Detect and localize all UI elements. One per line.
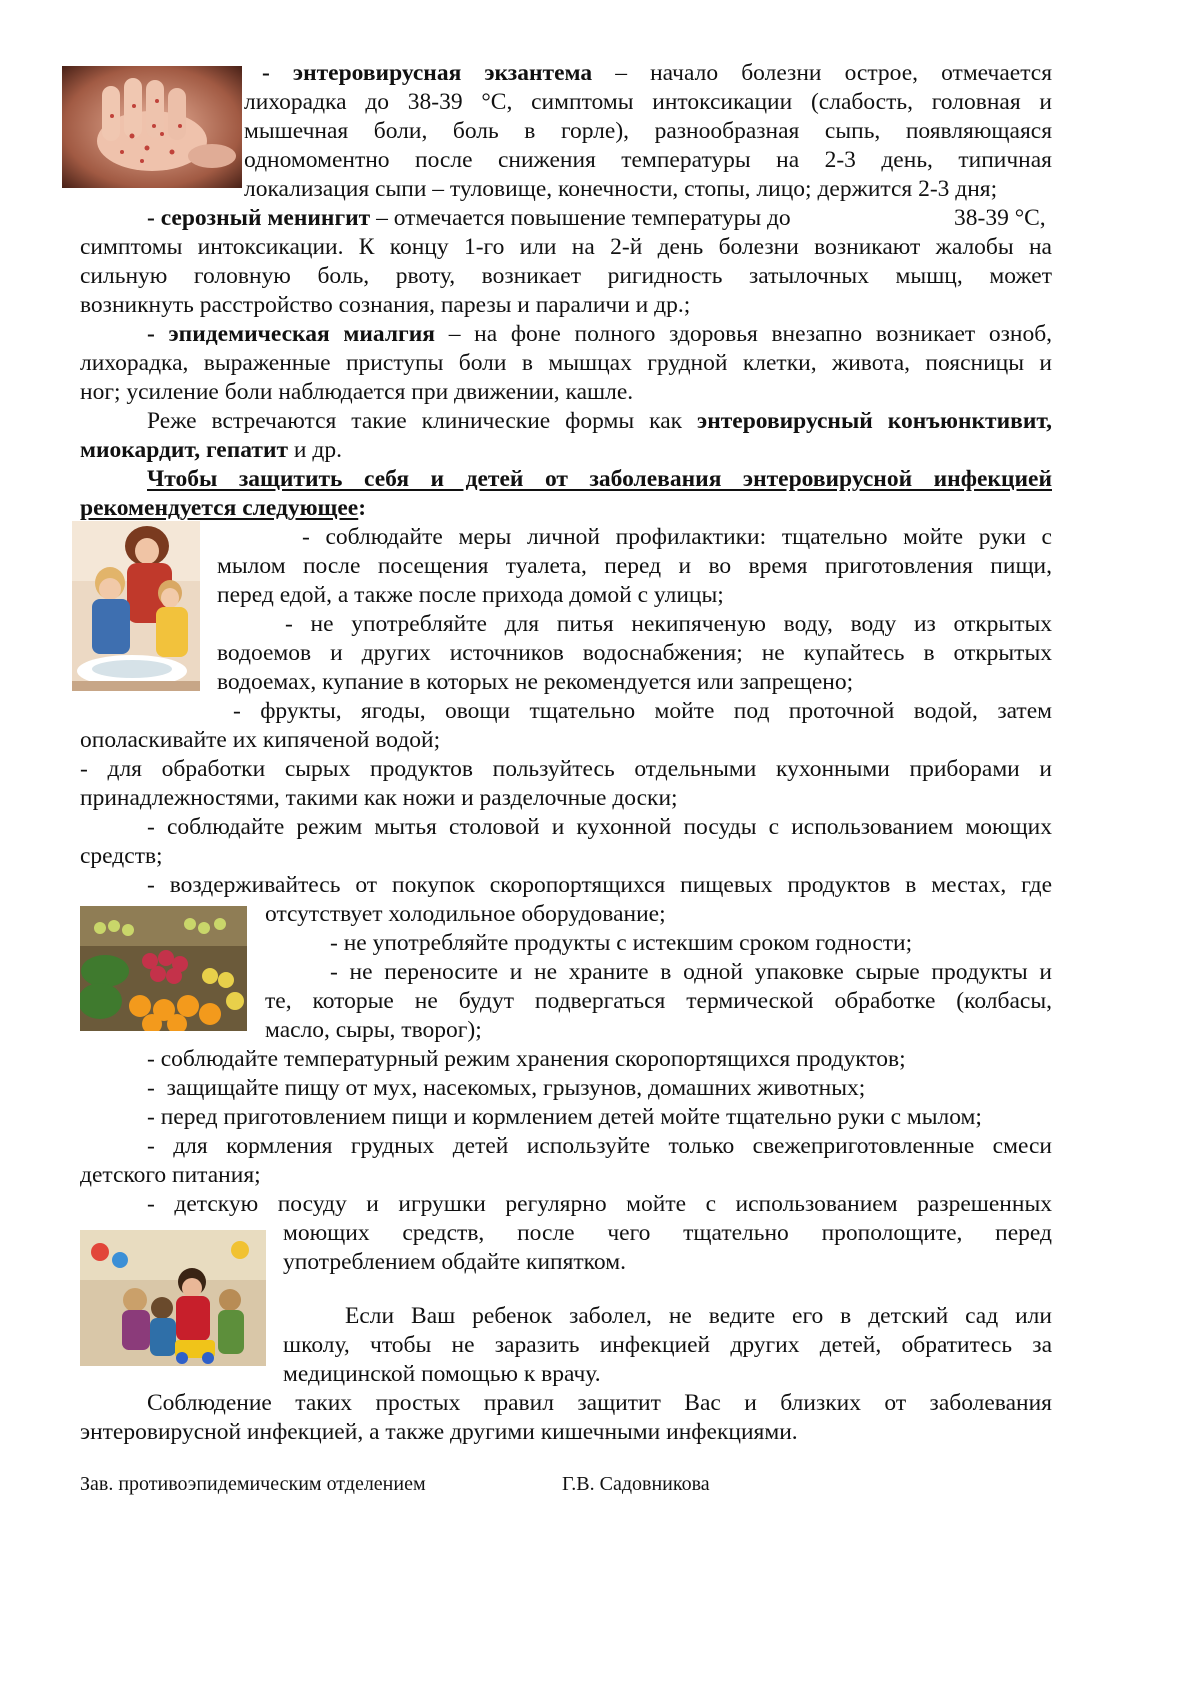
rec-4-line-1: - для обработки сырых продуктов пользуйтесь отдельными кухонными приборами и (80, 756, 1052, 782)
rec-4-line-2: принадлежностями, такими как ножи и разделочные доски; (80, 785, 678, 811)
rec-7-line-1: - не употребляйте продукты с истекшим сроком годности; (330, 930, 913, 956)
rec-11-line-1: - перед приготовлением пищи и кормлением детей мойте тщательно руки с мылом; (147, 1104, 982, 1130)
kindergarten-children-photo (80, 1230, 266, 1366)
rec-6-line-2: отсутствует холодильное оборудование; (265, 901, 666, 927)
rec-1-line-3: перед едой, а также после прихода домой с улицы; (217, 582, 724, 608)
signature-position: Зав. противоэпидемическим отделением (80, 1473, 426, 1495)
meningitis-line-2: симптомы интоксикации. К концу 1-го или на 2-й день болезни возникают жалобы на (80, 234, 1052, 260)
handwashing-children-photo (72, 521, 200, 691)
exanthema-line-3: мышечная боли, боль в горле), разнообразная сыпь, появляющаяся (244, 118, 1052, 144)
rec-9-line-1: - соблюдайте температурный режим хранения скоропортящихся продуктов; (147, 1046, 906, 1072)
rec-13-line-2: моющих средств, после чего тщательно прополощите, перед (283, 1220, 1052, 1246)
rec-12-line-2: детского питания; (80, 1162, 261, 1188)
market-produce-photo (80, 906, 247, 1031)
rare-forms-line-2: миокардит, гепатит и др. (80, 437, 342, 463)
rec-8-line-1: - не переносите и не храните в одной упаковке сырые продукты и (330, 959, 1052, 985)
rec-6-line-1: - воздерживайтесь от покупок скоропортящихся пищевых продуктов в местах, где (147, 872, 1052, 898)
sick-child-line-2: школу, чтобы не заразить инфекцией других детей, обратитесь за (283, 1332, 1052, 1358)
rec-8-line-2: те, которые не будут подвергаться термической обработке (колбасы, (265, 988, 1052, 1014)
meningitis-line-3: сильную головную боль, рвоту, возникает ригидность затылочных мышц, может (80, 263, 1052, 289)
rec-1-line-1: - соблюдайте меры личной профилактики: тщательно мойте руки с (302, 524, 1052, 550)
rash-hand-photo (62, 66, 242, 188)
myalgia-line-1: - эпидемическая миалгия – на фоне полного здоровья внезапно возникает озноб, (147, 321, 1053, 347)
myalgia-line-3: ног; усиление боли наблюдается при движении, кашле. (80, 379, 634, 405)
recommendations-heading-line-1: Чтобы защитить себя и детей от заболевания энтеровирусной инфекцией (147, 466, 1052, 492)
meningitis-temp: 38-39 °С, (954, 205, 1046, 231)
exanthema-line-2: лихорадка до 38-39 °С, симптомы интоксикации (слабость, головная и (244, 89, 1052, 115)
rec-5-line-1: - соблюдайте режим мытья столовой и кухонной посуды с использованием моющих (147, 814, 1052, 840)
meningitis-line-4: возникнуть расстройство сознания, парезы и параличи и др.; (80, 292, 691, 318)
signature-name: Г.В. Садовникова (562, 1473, 710, 1495)
final-line-2: энтеровирусной инфекцией, а также другими кишечными инфекциями. (80, 1419, 798, 1445)
rec-13-line-3: употреблением обдайте кипятком. (283, 1249, 626, 1275)
rec-2-line-3: водоемах, купание в которых не рекомендуется или запрещено; (217, 669, 854, 695)
rec-12-line-1: - для кормления грудных детей используйте только свежеприготовленные смеси (147, 1133, 1052, 1159)
exanthema-term: - энтеровирусная экзантема (262, 60, 593, 86)
final-line-1: Соблюдение таких простых правил защитит Вас и близких от заболевания (147, 1390, 1052, 1416)
meningitis-line-1: - серозный менингит – отмечается повышение температуры до (147, 205, 791, 231)
exanthema-line-4: одномоментно после снижения температуры на 2-3 день, типичная (244, 147, 1052, 173)
myalgia-term: - эпидемическая миалгия (147, 321, 435, 347)
rec-3-line-1: - фрукты, ягоды, овощи тщательно мойте под проточной водой, затем (233, 698, 1052, 724)
rec-2-line-2: водоемов и других источников водоснабжения; не купайтесь в открытых (217, 640, 1052, 666)
rec-10-line-1: - защищайте пищу от мух, насекомых, грызунов, домашних животных; (147, 1075, 866, 1101)
sick-child-line-3: медицинской помощью к врачу. (283, 1361, 601, 1387)
exanthema-line-1: - энтеровирусная экзантема – начало болезни острое, отмечается (262, 60, 1053, 86)
rec-8-line-3: масло, сыры, творог); (265, 1017, 482, 1043)
exanthema-line-5: локализация сыпи – туловище, конечности, стопы, лицо; держится 2-3 дня; (244, 176, 998, 202)
recommendations-heading-line-2: рекомендуется следующее: (80, 495, 367, 521)
rec-1-line-2: мылом после посещения туалета, перед и во время приготовления пищи, (217, 553, 1052, 579)
rec-5-line-2: средств; (80, 843, 163, 869)
rare-forms-line-1: Реже встречаются такие клинические формы как энтеровирусный конъюнктивит, (147, 408, 1053, 434)
sick-child-line-1: Если Ваш ребенок заболел, не ведите его в детский сад или (345, 1303, 1052, 1329)
rec-13-line-1: - детскую посуду и игрушки регулярно мойте с использованием разрешенных (147, 1191, 1052, 1217)
meningitis-term: - серозный менингит (147, 205, 371, 231)
rec-3-line-2: ополаскивайте их кипяченой водой; (80, 727, 441, 753)
myalgia-line-2: лихорадка, выраженные приступы боли в мышцах грудной клетки, живота, поясницы и (80, 350, 1052, 376)
rec-2-line-1: - не употребляйте для питья некипяченую воду, воду из открытых (285, 611, 1052, 637)
